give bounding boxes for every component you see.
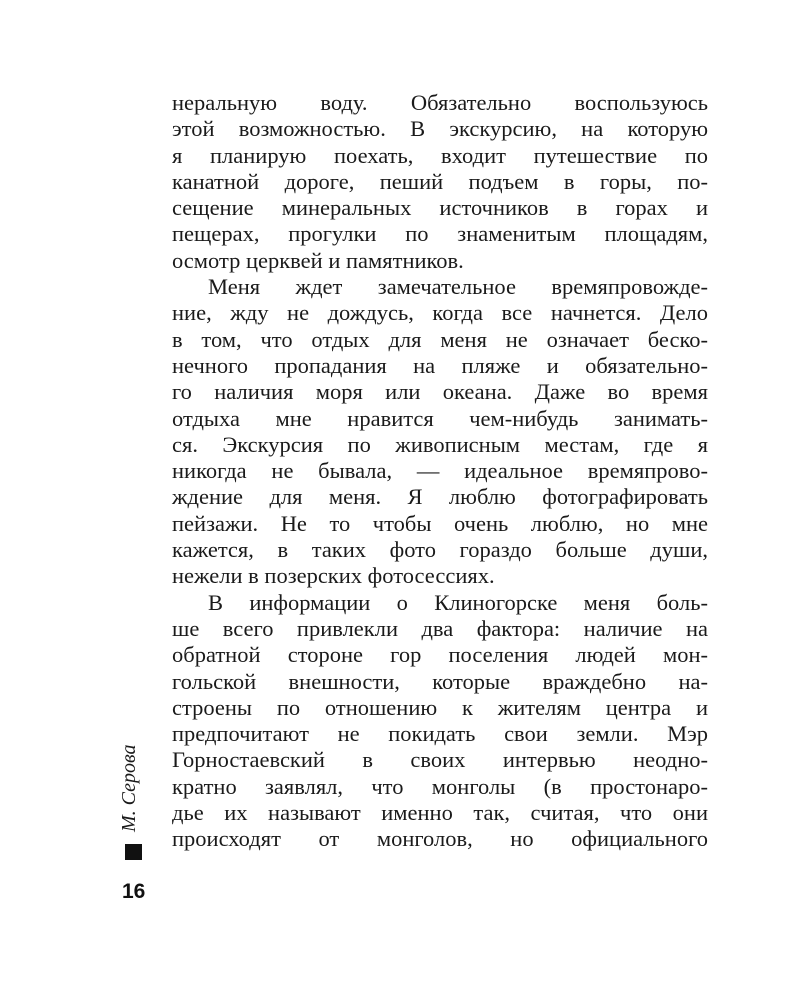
text-line: я планирую поехать, входит путешествие по xyxy=(172,142,708,168)
text-line: никогда не бывала, — идеальное времяпрово- xyxy=(172,458,708,484)
text-line: строены по отношению к жителям центра и xyxy=(172,694,708,720)
text-line: нечного пропадания на пляже и обязательно- xyxy=(172,352,708,378)
text-line: го наличия моря или океана. Даже во время xyxy=(172,379,708,405)
text-line: ше всего привлекли два фактора: наличие на xyxy=(172,615,708,641)
text-line: осмотр церквей и памятников. xyxy=(172,247,464,273)
text-line: ждение для меня. Я люблю фотографировать xyxy=(172,484,708,510)
decorative-square xyxy=(125,844,142,860)
text-line: канатной дороге, пеший подъем в горы, по- xyxy=(172,168,708,194)
text-line: неральную воду. Обязательно воспользуюсь xyxy=(172,90,708,115)
text-line: Меня ждет замечательное времяпровожде- xyxy=(208,274,708,300)
text-line: гольской внешности, которые враждебно на- xyxy=(172,668,708,694)
text-line: пейзажи. Не то чтобы очень люблю, но мне xyxy=(172,510,708,536)
text-line: Горностаевский в своих интервью неодно- xyxy=(172,747,708,773)
text-line: предпочитают не покидать свои земли. Мэр xyxy=(172,721,708,747)
text-line: нежели в позерских фотосессиях. xyxy=(172,563,495,589)
text-line: кажется, в таких фото гораздо больше души, xyxy=(172,537,708,563)
author-running-head: М. Серова xyxy=(118,744,140,832)
text-line: в том, что отдых для меня не означает беско- xyxy=(172,326,708,352)
text-line: кратно заявлял, что монголы (в простонаро- xyxy=(172,773,708,799)
text-line: пещерах, прогулки по знаменитым площадям, xyxy=(172,221,708,247)
text-line: отдыха мне нравится чем-нибудь занимать- xyxy=(172,405,708,431)
text-line: ся. Экскурсия по живописным местам, где я xyxy=(172,431,708,457)
text-line: этой возможностью. В экскурсию, на которую xyxy=(172,116,708,142)
text-line: обратной стороне гор поселения людей мон- xyxy=(172,642,708,668)
text-line: сещение минеральных источников в горах и xyxy=(172,195,708,221)
body-text xyxy=(172,90,708,853)
text-line: происходят от монголов, но официального xyxy=(172,826,708,852)
text-line: дье их называют именно так, считая, что они xyxy=(172,800,708,826)
text-line: В информации о Клиногорске меня боль- xyxy=(208,589,708,615)
text-line: ние, жду не дождусь, когда все начнется. Дело xyxy=(172,300,708,326)
page-number: 16 xyxy=(122,880,146,903)
